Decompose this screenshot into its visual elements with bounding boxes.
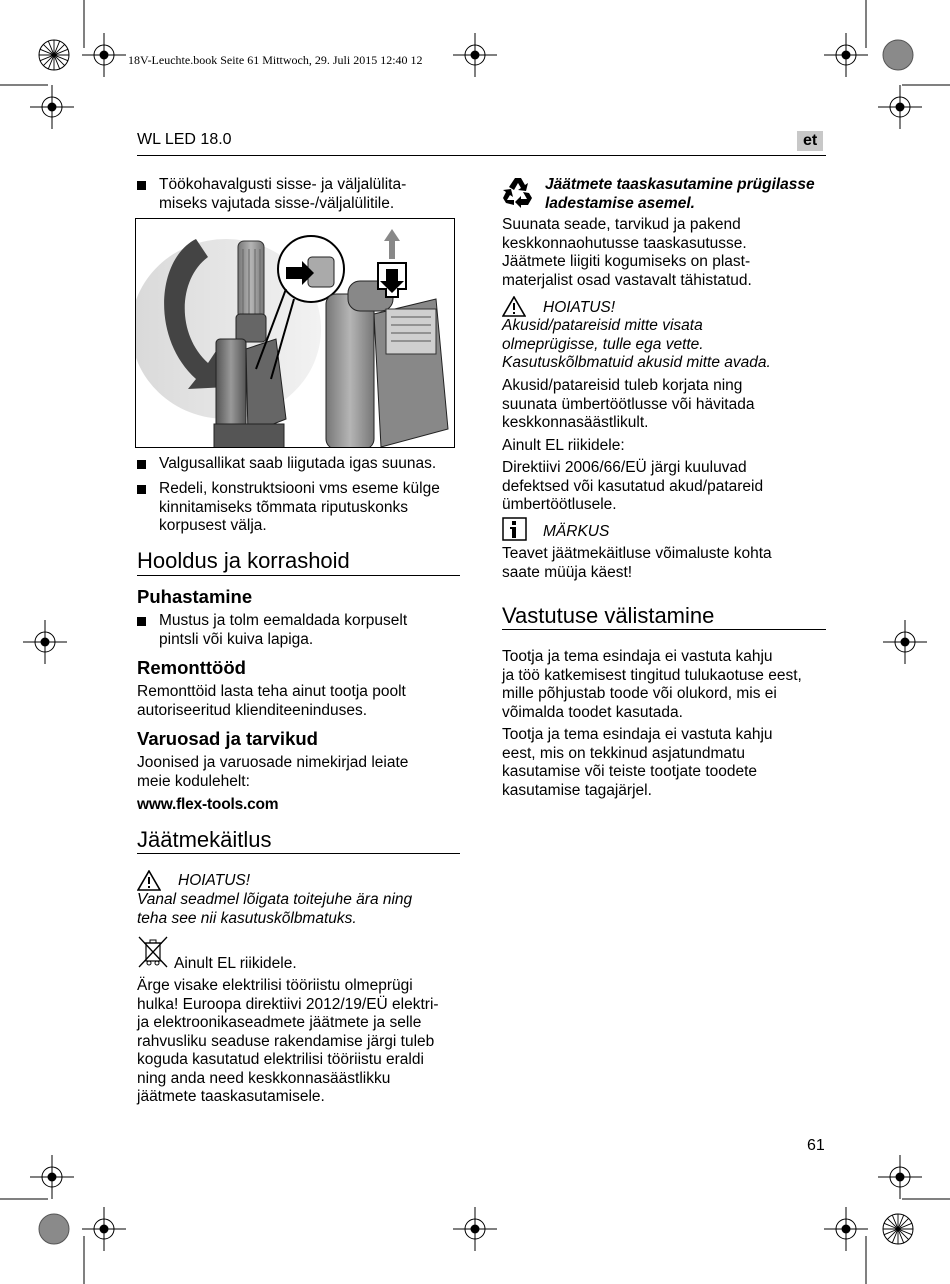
- recycle-icon: [502, 176, 534, 208]
- product-illustration: [135, 218, 455, 448]
- text-line: võimalda toodet kasutada.: [502, 703, 683, 721]
- header-rule: [137, 155, 826, 156]
- text-line: Valgusallikat saab liigutada igas suunas.: [159, 455, 437, 472]
- battery-paragraph: [502, 377, 832, 433]
- work-light-illustration: [136, 219, 454, 447]
- text-line: ladestamise asemel.: [545, 194, 695, 212]
- crossed-bin-icon: [137, 935, 169, 969]
- section-heading-disposal: Jäätmekäitlus: [137, 827, 272, 852]
- text-line: kinnitamiseks tõmmata riputuskonks: [159, 498, 408, 516]
- text-line: ja töö katkemisest tingitud tulukaotuse eest,: [502, 666, 802, 684]
- section-heading-liability: Vastutuse välistamine: [502, 603, 715, 628]
- text-line: defektsed või kasutatud akud/patareid: [502, 477, 764, 495]
- text-line: keskkonnaohutusse taaskasutusse.: [502, 234, 747, 252]
- text-line: meie kodulehelt:: [137, 772, 250, 790]
- text-line: Vanal seadmel lõigata toitejuhe ära ning: [137, 891, 413, 908]
- text-line: Jäätmete liigiti kogumiseks on plast-: [502, 253, 751, 270]
- section-rule: [137, 575, 460, 576]
- text-line: mille põhjustab toode või olukord, mis ei: [502, 685, 777, 702]
- text-line: Teavet jäätmekäitluse võimaluste kohta: [502, 545, 772, 562]
- text-line: autoriseeritud klienditeeninduses.: [137, 701, 368, 719]
- text-line: Tootja ja tema esindaja ei vastuta kahju: [502, 648, 773, 665]
- warning-text: [137, 891, 412, 928]
- text-line: pintsli või kuiva lapiga.: [159, 630, 314, 648]
- text-line: Redeli, konstruktsiooni vms eseme külge: [159, 480, 440, 497]
- eu-only-label: Ainult EL riikidele.: [174, 955, 297, 972]
- bullet-square: [137, 617, 146, 626]
- note-paragraph: [502, 545, 832, 582]
- section-heading-care: Hooldus ja korrashoid: [137, 548, 350, 573]
- repair-paragraph: [137, 683, 406, 720]
- subheading-repair: Remonttööd: [137, 657, 246, 678]
- text-line: Töökohavalgusti sisse- ja väljalülita-: [159, 176, 407, 193]
- parts-paragraph: [137, 754, 408, 791]
- text-line: kasutamise või teiste tootjate toodete: [502, 763, 758, 780]
- text-line: suunata ümbertöötlusse või hävitada: [502, 395, 755, 413]
- text-line: Kasutuskõlbmatuid akusid mitte avada.: [502, 354, 771, 371]
- note-title: MÄRKUS: [543, 523, 610, 540]
- book-file-header: 18V-Leuchte.book Seite 61 Mittwoch, 29. Juli 2015 12:40 12: [128, 53, 423, 67]
- eu-only-label-right: Ainult EL riikidele:: [502, 437, 625, 454]
- weee-paragraph: [137, 977, 467, 1107]
- page-number: 61: [807, 1137, 825, 1154]
- website-link[interactable]: www.flex-tools.com: [137, 796, 279, 813]
- text-line: Direktiivi 2006/66/EÜ järgi kuuluvad: [502, 459, 747, 476]
- text-line: Suunata seade, tarvikud ja pakend: [502, 216, 741, 233]
- recycle-title: [545, 176, 815, 213]
- recycle-paragraph: [502, 216, 832, 290]
- text-line: jäätmete taaskasutamisele.: [137, 1088, 325, 1105]
- text-line: Tootja ja tema esindaja ei vastuta kahju: [502, 726, 773, 743]
- text-line: ümbertöötlusele.: [502, 496, 617, 513]
- text-line: Mustus ja tolm eemaldada korpuselt: [159, 612, 408, 629]
- text-line: teha see nii kasutuskõlbmatuks.: [137, 909, 357, 927]
- text-line: eest, mis on tekkinud asjatundmatu: [502, 744, 745, 762]
- section-rule: [502, 629, 826, 630]
- text-line: hulka! Euroopa direktiivi 2012/19/EÜ elektri-: [137, 995, 439, 1013]
- battery-warning-text: [502, 317, 832, 373]
- bullet-square: [137, 460, 146, 469]
- text-line: Jäätmete taaskasutamine prügilasse: [545, 176, 815, 193]
- battery-warning-title: HOIATUS!: [543, 299, 616, 316]
- text-line: Ärge visake elektrilisi tööriistu olmeprügi: [137, 977, 413, 994]
- manual-title: WL LED 18.0: [137, 131, 232, 148]
- text-line: materjalist osad vastavalt tähistatud.: [502, 271, 752, 289]
- text-line: keskkonnasäästlikult.: [502, 414, 649, 431]
- info-icon: [502, 517, 527, 541]
- text-line: olmeprügisse, tulle ega vette.: [502, 335, 704, 353]
- bullet-square: [137, 485, 146, 494]
- language-badge: et: [797, 131, 823, 151]
- warning-title: HOIATUS!: [178, 872, 251, 889]
- text-line: korpusest välja.: [159, 517, 267, 534]
- text-line: Akusid/patareisid mitte visata: [502, 317, 703, 334]
- text-line: ning anda need keskkonnasäästlikku: [137, 1069, 391, 1087]
- text-line: saate müüja käest!: [502, 563, 633, 581]
- subheading-cleaning: Puhastamine: [137, 586, 253, 607]
- text-line: kasutamise tagajärjel.: [502, 781, 652, 799]
- liability-paragraph-2: [502, 726, 837, 800]
- subheading-parts: Varuosad ja tarvikud: [137, 728, 318, 749]
- warning-triangle-icon: [502, 296, 526, 317]
- text-line: Remonttöid lasta teha ainut tootja poolt: [137, 683, 406, 700]
- directive-paragraph: [502, 459, 832, 515]
- section-rule: [137, 853, 460, 854]
- text-line: Akusid/patareisid tuleb korjata ning: [502, 377, 743, 394]
- text-line: rahvusliku seaduse rakendamise järgi tuleb: [137, 1032, 435, 1050]
- text-line: koguda kasutatud elektrilisi tööriistu eraldi: [137, 1051, 424, 1068]
- bullet-square: [137, 181, 146, 190]
- text-line: Joonised ja varuosade nimekirjad leiate: [137, 754, 409, 771]
- liability-paragraph-1: [502, 648, 837, 722]
- text-line: miseks vajutada sisse-/väljalülitile.: [159, 194, 395, 212]
- text-line: ja elektroonikaseadmete jäätmete ja selle: [137, 1014, 422, 1031]
- warning-triangle-icon: [137, 870, 161, 891]
